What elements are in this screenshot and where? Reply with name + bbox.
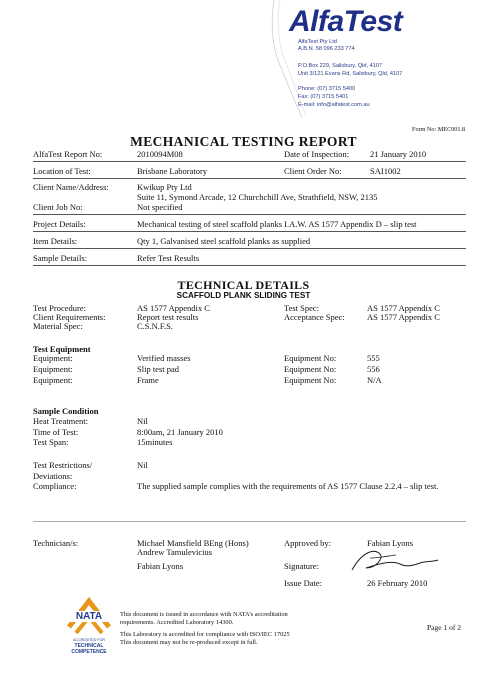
equipment-value: Verified masses	[137, 353, 191, 363]
divider	[33, 161, 466, 162]
acceptance-value: AS 1577 Appendix C	[367, 312, 440, 322]
technician-name: Fabian Lyons	[137, 561, 184, 571]
equipment-label: Equipment:	[33, 375, 73, 385]
equipment-value: Slip test pad	[137, 364, 180, 374]
project-label: Project Details:	[33, 219, 86, 229]
divider	[33, 231, 466, 232]
divider	[33, 248, 466, 249]
accreditation-note: This document is issued in accordance with NATA’s accreditation	[120, 611, 288, 618]
heat-treatment-value: Nil	[137, 416, 148, 426]
material-value: C.S.N.F.S.	[137, 321, 173, 331]
equipment-no-label: Equipment No:	[284, 375, 337, 385]
sample-label: Sample Details:	[33, 253, 88, 263]
technician-name: Michael Mansfield BEng (Hons)	[137, 538, 249, 548]
nata-caption: COMPETENCE	[71, 649, 107, 655]
test-spec-value: AS 1577 Appendix C	[367, 303, 440, 313]
deviations-label: Deviations:	[33, 471, 73, 481]
compliance-label: Compliance:	[33, 481, 77, 491]
restrictions-label: Test Restrictions/	[33, 460, 93, 470]
company-email: E-mail: info@alfatest.com.au	[298, 102, 370, 108]
report-no-value: 2010094M08	[137, 149, 183, 159]
company-name: AlfaTest Pty Ltd	[298, 39, 337, 45]
time-of-test-label: Time of Test:	[33, 427, 79, 437]
material-label: Material Spec:	[33, 321, 83, 331]
company-fax: Fax: (07) 3715 5401	[298, 94, 349, 100]
company-address-po: P.O.Box 229, Salisbury, Qld, 4107	[298, 63, 383, 69]
client-name-value: Kwikup Pty Ltd	[137, 182, 192, 192]
brand-logo: AlfaTest	[289, 5, 403, 38]
accreditation-note: This document may not be re-produced except in full.	[120, 639, 258, 646]
client-req-value: Report test results	[137, 312, 199, 322]
acceptance-label: Acceptance Spec:	[284, 312, 345, 322]
technical-title: TECHNICAL DETAILS	[177, 278, 310, 292]
equipment-no-label: Equipment No:	[284, 364, 337, 374]
procedure-value: AS 1577 Appendix C	[137, 303, 210, 313]
inspection-date-value: 21 January 2010	[370, 149, 427, 159]
sample-condition-heading: Sample Condition	[33, 406, 99, 416]
equipment-label: Equipment:	[33, 364, 73, 374]
handwritten-signature	[348, 546, 440, 576]
inspection-date-label: Date of Inspection:	[284, 149, 350, 159]
client-address-value: Suite 11, Symond Arcade, 12 Churchchill Ave, Strathfield, NSW, 2135	[137, 192, 378, 202]
divider	[33, 521, 466, 522]
compliance-value: The supplied sample complies with the requirements of AS 1577 Clause 2.2.4 – slip test.	[137, 481, 439, 491]
item-value: Qty 1, Galvanised steel scaffold planks as supplied	[137, 236, 311, 246]
time-of-test-value: 8:00am, 21 January 2010	[137, 427, 223, 437]
restrictions-value: Nil	[137, 460, 148, 470]
location-label: Location of Test:	[33, 166, 91, 176]
approved-by-label: Approved by:	[284, 538, 331, 548]
issue-date-value: 26 February 2010	[367, 578, 428, 588]
test-span-label: Test Span:	[33, 437, 69, 447]
accreditation-note: This Laboratory is accredited for compliance with ISO/IEC 17025	[120, 631, 290, 638]
equipment-heading: Test Equipment	[33, 344, 91, 354]
equipment-no-label: Equipment No:	[284, 353, 337, 363]
test-spec-label: Test Spec:	[284, 303, 320, 313]
divider	[33, 178, 466, 179]
divider	[33, 265, 466, 266]
item-label: Item Details:	[33, 236, 78, 246]
nata-logo	[66, 597, 112, 663]
equipment-no-value: 555	[367, 353, 380, 363]
client-job-value: Not specified	[137, 202, 183, 212]
technician-label: Technician/s:	[33, 538, 79, 548]
issue-date-label: Issue Date:	[284, 578, 323, 588]
equipment-no-value: 556	[367, 364, 380, 374]
nata-wordmark: NATA	[66, 611, 112, 622]
company-address-street: Unit 3/121 Evans Rd, Salisbury, Qld, 4107	[298, 71, 403, 77]
page-title: MECHANICAL TESTING REPORT	[130, 134, 357, 149]
client-job-label: Client Job No:	[33, 202, 83, 212]
equipment-no-value: N/A	[367, 375, 382, 385]
client-order-label: Client Order No:	[284, 166, 342, 176]
location-value: Brisbane Laboratory	[137, 166, 208, 176]
accreditation-note: requirements. Accredited Laboratory 14300.	[120, 619, 234, 626]
report-no-label: AlfaTest Report No:	[33, 149, 103, 159]
company-abn: A.B.N. 58 096 233 774	[298, 46, 355, 52]
client-req-label: Client Requirements:	[33, 312, 106, 322]
sample-value: Refer Test Results	[137, 253, 200, 263]
equipment-value: Frame	[137, 375, 159, 385]
procedure-label: Test Procedure:	[33, 303, 86, 313]
nata-caption: ACCREDITED FOR	[73, 638, 105, 642]
project-value: Mechanical testing of steel scaffold planks I.A.W. AS 1577 Appendix D – slip test	[137, 219, 417, 229]
form-number: Form No: MEC001.8	[412, 126, 466, 133]
approved-by-value: Fabian Lyons	[367, 538, 414, 548]
equipment-label: Equipment:	[33, 353, 73, 363]
client-order-value: SAI1002	[370, 166, 401, 176]
technical-subtitle: SCAFFOLD PLANK SLIDING TEST	[176, 291, 311, 300]
heat-treatment-label: Heat Treatment:	[33, 416, 89, 426]
signature-label: Signature:	[284, 561, 319, 571]
client-label: Client Name/Address:	[33, 182, 109, 192]
test-span-value: 15minutes	[137, 437, 173, 447]
page-number: Page 1 of 2	[427, 623, 461, 632]
company-phone: Phone: (07) 3715 5400	[298, 86, 356, 92]
divider	[33, 214, 466, 215]
technician-name: Andrew Tamulevicius	[137, 547, 213, 557]
nata-caption: TECHNICAL	[74, 643, 104, 649]
